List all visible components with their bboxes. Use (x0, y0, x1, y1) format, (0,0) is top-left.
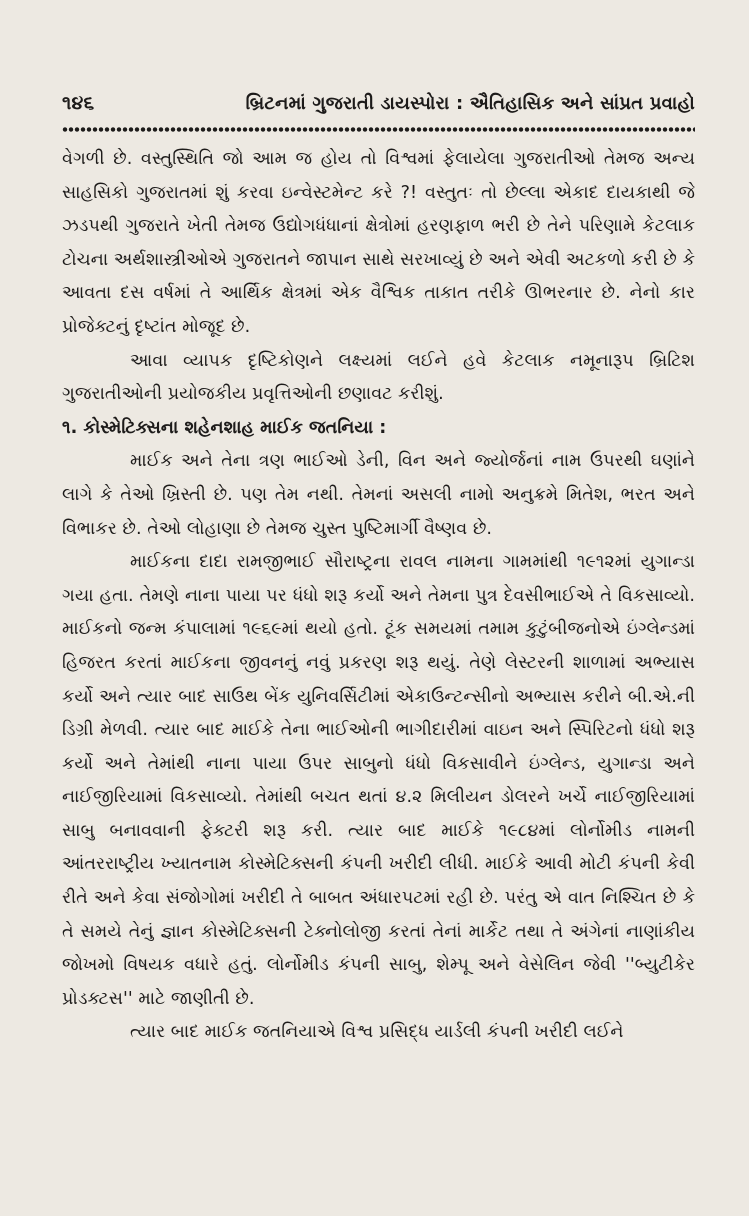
running-title: બ્રિટનમાં ગુજરાતી ડાયસ્પોરા : ઐતિહાસિક અને સાંપ્રત પ્રવાહો (245, 93, 695, 114)
paragraph: ત્યાર બાદ માઈક જતનિયાએ વિશ્વ પ્રસિદ્ધ યાર્ડલી કંપની ખરીદી લઈને (130, 1022, 624, 1043)
paragraph: આવા વ્યાપક દૃષ્ટિકોણને લક્ષ્યમાં લઈને હવે કેટલાક નમૂનારૂપ બ્રિટિશ ગુજરાતીઓની પ્રયોજકીય પ્રવૃત્તિઓની છણાવટ કરીશું. (62, 350, 695, 405)
running-header (62, 92, 695, 114)
page-number: ૧૪૬ (62, 92, 95, 114)
body-text (62, 143, 695, 1050)
header-rule (62, 126, 695, 133)
paragraph: માઈક અને તેના ત્રણ ભાઈઓ ડેની, વિન અને જ્યોર્જનાં નામ ઉપરથી ઘણાંને લાગે કે તેઓ ખ્રિસ્તી છે. પણ તેમ નથી. તેમનાં અસલી નામો અનુક્રમે મિતેશ, ભરત અને વિભાકર છે. તેઓ લોહાણા છે તેમજ ચુસ્ત પુષ્ટિમાર્ગી વૈષ્ણવ છે. (62, 451, 695, 539)
section-heading: ૧. કોસ્મેટિક્સના શહેનશાહ માઈક જતનિયા : (62, 417, 387, 438)
paragraph: વેગળી છે. વસ્તુસ્થિતિ જો આમ જ હોય તો વિશ્વમાં ફેલાયેલા ગુજરાતીઓ તેમજ અન્ય સાહસિકો ગુજરાતમાં શું કરવા ઇન્વેસ્ટમેન્ટ કરે ?! વસ્તુતઃ તો છેલ્લા એકાદ દાયકાથી જે ઝડપથી ગુજરાતે ખેતી તેમજ ઉદ્યોગધંધાનાં ક્ષેત્રોમાં હરણફાળ ભરી છે તેને પરિણામે કેટલાક ટોચના અર્થશાસ્ત્રીઓએ ગુજરાતને જાપાન સાથે સરખાવ્યું છે અને એવી અટકળો કરી છે કે આવતા દસ વર્ષમાં તે આર્થિક ક્ષેત્રમાં એક વૈશ્વિક તાકાત તરીકે ઊભરનાર છે. નેનો કાર પ્રોજેક્ટનું દૃષ્ટાંત મોજૂદ છે. (62, 149, 695, 337)
paragraph: માઈકના દાદા રામજીભાઈ સૌરાષ્ટ્રના રાવલ નામના ગામમાંથી ૧૯૧૨માં યુગાન્ડા ગયા હતા. તેમણે નાના પાયા પર ધંધો શરૂ કર્યો અને તેમના પુત્ર દેવસીભાઈએ તે વિકસાવ્યો. માઈકનો જન્મ કંપાલામાં ૧૯૬૯માં થયો હતો. ટૂંક સમયમાં તમામ કુટુંબીજનોએ ઇંગ્લેન્ડમાં હિજરત કરતાં માઈકના જીવનનું નવું પ્રકરણ શરૂ થયું. તેણે લેસ્ટરની શાળામાં અભ્યાસ કર્યો અને ત્યાર બાદ સાઉથ બેંક યુનિવર્સિટીમાં એકાઉન્ટન્સીનો અભ્યાસ કરીને બી.એ.ની ડિગ્રી મેળવી. ત્યાર બાદ માઈકે તેના ભાઈઓની ભાગીદારીમાં વાઇન અને સ્પિરિટનો ધંધો શરૂ કર્યો અને તેમાંથી નાના પાયા ઉપર સાબુનો ધંધો વિકસાવીને ઇંગ્લેન્ડ, યુગાન્ડા અને નાઈજીરિયામાં વિકસાવ્યો. તેમાંથી બચત થતાં ૪.૨ મિલીયન ડોલરને ખર્ચે નાઈજીરિયામાં સાબુ બનાવવાની ફેક્ટરી શરૂ કરી. ત્યાર બાદ માઈકે ૧૯૮૪માં લોર્નોમીડ નામની આંતરરાષ્ટ્રીય ખ્યાતનામ કોસ્મેટિક્સની કંપની ખરીદી લીધી. માઈકે આવી મોટી કંપની કેવી રીતે અને કેવા સંજોગોમાં ખરીદી તે બાબત અંધારપટમાં રહી છે. પરંતુ એ વાત નિશ્ચિત છે કે તે સમયે તેનું જ્ઞાન કોસ્મેટિક્સની ટેક્નોલોજી કરતાં તેનાં માર્કેટ તથા તે અંગેનાં નાણાંકીય જોખમો વિષયક વધારે હતું. લોર્નોમીડ કંપની સાબુ, શેમ્પૂ અને વેસેલિન જેવી ''બ્યુટીકેર પ્રોડક્ટસ'' માટે જાણીતી છે. (62, 552, 695, 1009)
